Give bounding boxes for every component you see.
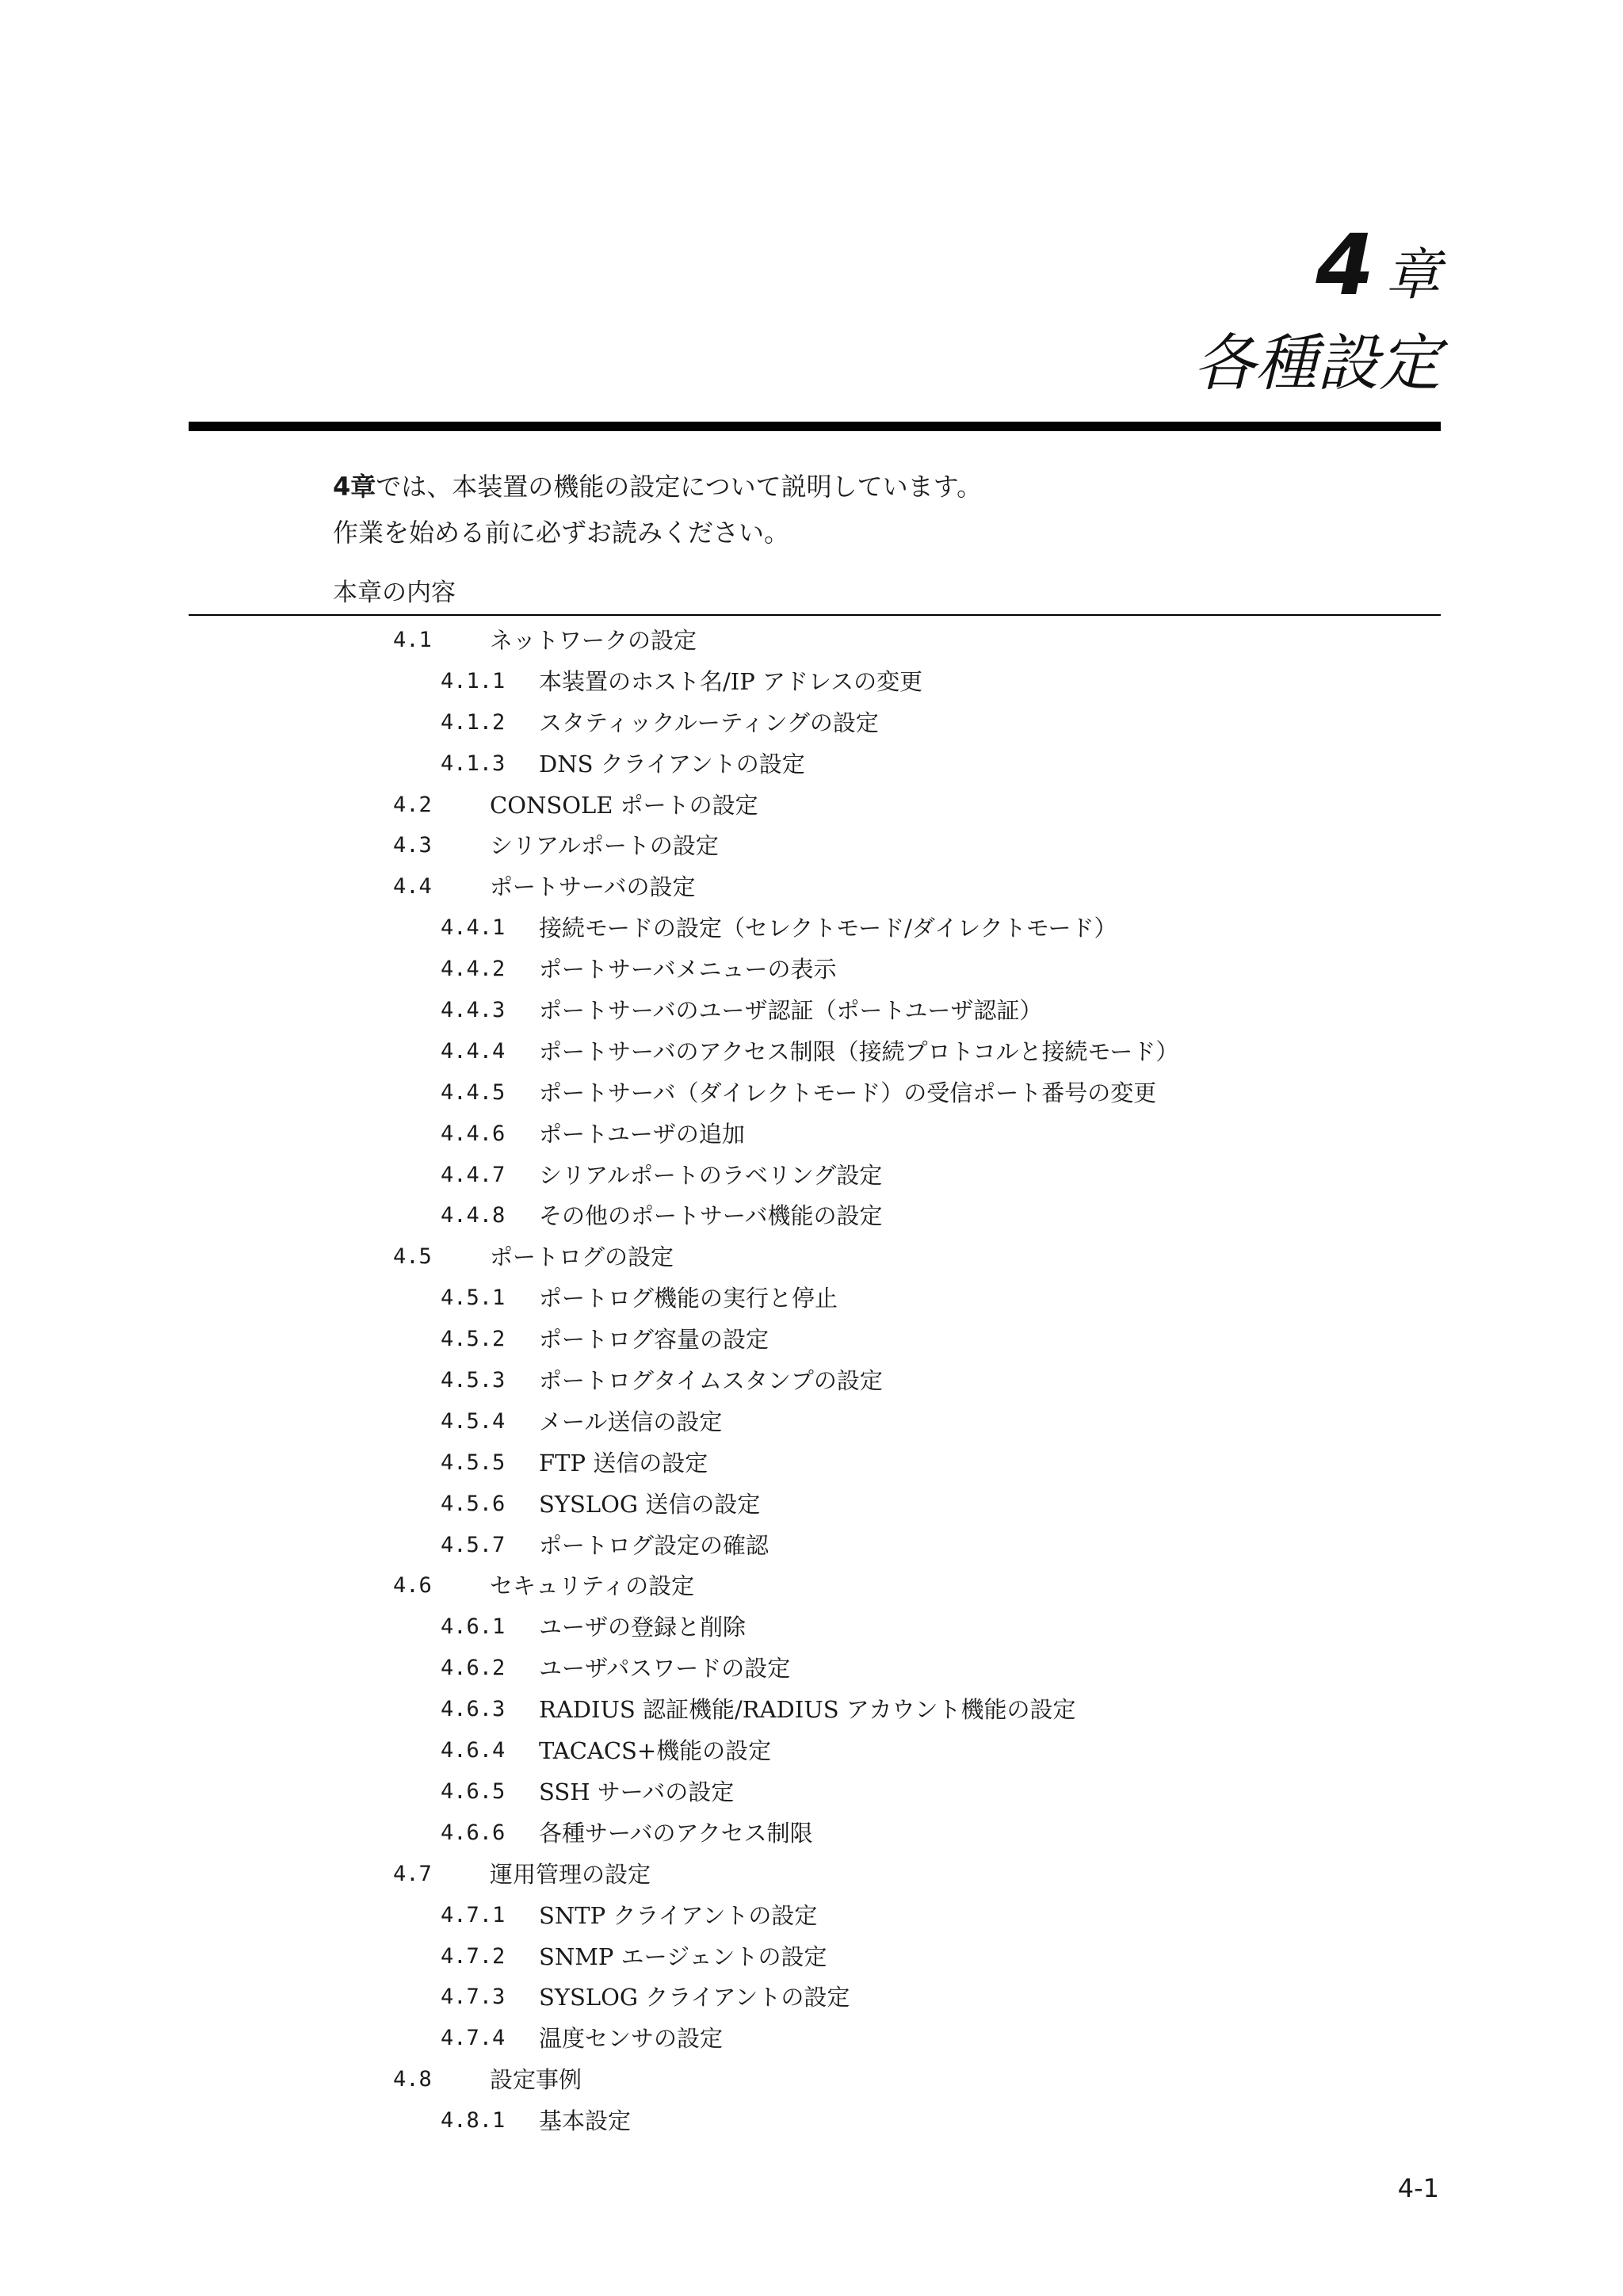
toc-entry[interactable] [0, 1322, 1623, 1363]
toc-entry-number: 4.8 [393, 2067, 432, 2092]
toc-entry-title: SYSLOG 送信の設定 [539, 1490, 761, 1518]
toc-entry[interactable] [0, 1898, 1623, 1939]
toc-entry[interactable] [0, 664, 1623, 705]
toc-entry-number: 4.5.3 [441, 1368, 506, 1393]
toc-entry-number: 4.4.2 [441, 957, 506, 982]
toc-entry[interactable] [0, 1857, 1623, 1898]
intro-chapter-ref: 4章 [333, 472, 376, 502]
toc-entry-number: 4.6.2 [441, 1656, 506, 1681]
toc-entry-number: 4.4.5 [441, 1079, 506, 1105]
toc-entry-title: SNTP クライアントの設定 [539, 1901, 818, 1929]
toc-entry-title: RADIUS 認証機能/RADIUS アカウント機能の設定 [539, 1696, 1076, 1724]
page-number: 4-1 [1397, 2173, 1439, 2203]
toc-entry-title: SNMP エージェントの設定 [539, 1943, 827, 1970]
toc-entry[interactable] [0, 1939, 1623, 1981]
intro-text-1: では、本装置の機能の設定について説明しています。 [376, 472, 983, 502]
toc-entry-number: 4.7.2 [441, 1943, 506, 1969]
toc-entry[interactable] [0, 1363, 1623, 1404]
toc-entry-number: 4.4.6 [441, 1121, 506, 1146]
toc-entry[interactable] [0, 2103, 1623, 2145]
toc-entry[interactable] [0, 1034, 1623, 1075]
toc-entry[interactable] [0, 1610, 1623, 1651]
toc-entry-title: ポートログの設定 [490, 1244, 674, 1271]
toc-entry-number: 4.7 [393, 1861, 432, 1886]
toc-entry[interactable] [0, 1651, 1623, 1692]
toc-entry[interactable] [0, 1240, 1623, 1281]
toc-entry[interactable] [0, 952, 1623, 993]
toc-entry[interactable] [0, 1281, 1623, 1322]
toc-entry[interactable] [0, 788, 1623, 829]
chapter-number: 4 [1316, 216, 1374, 314]
toc-entry[interactable] [0, 1404, 1623, 1446]
toc-entry-title: セキュリティの設定 [490, 1572, 695, 1600]
toc-entry-number: 4.4.4 [441, 1038, 506, 1064]
toc-entry-title: 基本設定 [539, 2107, 632, 2135]
toc-entry-number: 4.7.3 [441, 1985, 506, 2010]
toc-entry[interactable] [0, 2021, 1623, 2062]
toc-entry-number: 4.5.2 [441, 1327, 506, 1352]
toc-entry-title: ポートサーバのユーザ認証（ポートユーザ認証） [539, 997, 1043, 1025]
toc-entry[interactable] [0, 623, 1623, 664]
toc-entry-title: ポートログ機能の実行と停止 [539, 1285, 838, 1312]
toc-entry-title: ユーザパスワードの設定 [539, 1655, 791, 1683]
toc-entry-number: 4.6.4 [441, 1738, 506, 1763]
toc-heading: 本章の内容 [333, 579, 456, 607]
toc-entry-title: スタティックルーティングの設定 [539, 709, 879, 736]
toc-entry[interactable] [0, 869, 1623, 911]
toc-entry-title: ポートユーザの追加 [539, 1120, 745, 1148]
toc-entry-title: ポートサーバ（ダイレクトモード）の受信ポート番号の変更 [539, 1079, 1157, 1106]
toc-entry-title: ポートサーバメニューの表示 [539, 956, 837, 984]
toc-entry[interactable] [0, 1980, 1623, 2021]
chapter-intro [333, 464, 1403, 556]
toc-entry[interactable] [0, 1075, 1623, 1117]
toc-entry[interactable] [0, 1117, 1623, 1158]
toc-entry-number: 4.1.3 [441, 751, 506, 776]
toc-entry-number: 4.6 [393, 1573, 432, 1599]
toc-entry-number: 4.2 [393, 792, 432, 817]
toc-entry[interactable] [0, 1158, 1623, 1199]
chapter-kanji: 章 [1385, 243, 1441, 308]
toc-entry-number: 4.1.1 [441, 668, 506, 693]
toc-entry-title: DNS クライアントの設定 [539, 750, 805, 777]
toc-entry-title: ポートサーバの設定 [490, 873, 696, 901]
toc-entry-title: ポートログタイムスタンプの設定 [539, 1367, 883, 1395]
table-of-contents [0, 623, 1623, 2145]
toc-entry-number: 4.5.6 [441, 1491, 506, 1516]
toc-entry[interactable] [0, 1446, 1623, 1487]
toc-entry-title: FTP 送信の設定 [539, 1449, 708, 1477]
toc-entry-title: CONSOLE ポートの設定 [490, 791, 758, 819]
toc-entry-number: 4.1.2 [441, 709, 506, 735]
toc-entry-title: 設定事例 [490, 2066, 582, 2094]
toc-entry[interactable] [0, 747, 1623, 788]
toc-entry[interactable] [0, 705, 1623, 747]
toc-entry-title: 接続モードの設定（セレクトモード/ダイレクトモード） [539, 915, 1117, 942]
toc-entry[interactable] [0, 1775, 1623, 1816]
toc-entry-title: ポートログ設定の確認 [539, 1531, 769, 1559]
toc-entry-title: TACACS+機能の設定 [539, 1737, 772, 1765]
toc-entry-number: 4.5.5 [441, 1450, 506, 1475]
toc-entry-number: 4.5.7 [441, 1532, 506, 1557]
chapter-divider [189, 422, 1441, 431]
chapter-number-line [1193, 216, 1441, 314]
toc-entry-title: 本装置のホスト名/IP アドレスの変更 [539, 667, 923, 695]
toc-entry[interactable] [0, 993, 1623, 1034]
toc-entry[interactable] [0, 1528, 1623, 1569]
toc-entry-number: 4.5.4 [441, 1408, 506, 1434]
chapter-header [1193, 216, 1441, 407]
toc-entry-number: 4.6.6 [441, 1820, 506, 1845]
toc-entry-number: 4.4.8 [441, 1203, 506, 1228]
toc-entry-title: 温度センサの設定 [539, 2025, 724, 2053]
toc-entry-number: 4.8.1 [441, 2108, 506, 2134]
toc-entry-number: 4.1 [393, 628, 432, 652]
toc-entry-title: SSH サーバの設定 [539, 1778, 735, 1805]
toc-divider [189, 614, 1441, 616]
toc-entry[interactable] [0, 2062, 1623, 2103]
toc-entry-title: ネットワークの設定 [490, 627, 697, 654]
toc-entry-title: メール送信の設定 [539, 1408, 723, 1435]
toc-entry[interactable] [0, 1816, 1623, 1857]
toc-entry-title: シリアルポートのラベリング設定 [539, 1161, 883, 1189]
toc-entry-number: 4.7.1 [441, 1902, 506, 1927]
toc-entry[interactable] [0, 1733, 1623, 1775]
toc-entry-number: 4.6.5 [441, 1778, 506, 1804]
toc-entry-number: 4.5.1 [441, 1286, 506, 1311]
toc-entry-number: 4.6.1 [441, 1614, 506, 1640]
toc-entry-title: その他のポートサーバ機能の設定 [539, 1202, 883, 1230]
toc-entry-title: ポートサーバのアクセス制限（接続プロトコルと接続モード） [539, 1037, 1179, 1065]
toc-entry-title: SYSLOG クライアントの設定 [539, 1984, 850, 2011]
toc-entry-number: 4.4.7 [441, 1162, 506, 1187]
toc-entry-number: 4.6.3 [441, 1697, 506, 1722]
toc-entry[interactable] [0, 1198, 1623, 1240]
toc-entry[interactable] [0, 1487, 1623, 1528]
toc-entry[interactable] [0, 1568, 1623, 1610]
toc-entry[interactable] [0, 911, 1623, 952]
toc-entry-title: 運用管理の設定 [490, 1860, 651, 1888]
toc-entry[interactable] [0, 828, 1623, 869]
chapter-title: 各種設定 [1193, 328, 1441, 399]
toc-entry-number: 4.3 [393, 833, 432, 858]
toc-entry-number: 4.4.3 [441, 998, 506, 1023]
toc-entry-title: ユーザの登録と削除 [539, 1614, 747, 1641]
intro-line-1 [333, 464, 1403, 510]
intro-text-2: 作業を始める前に必ずお読みください。 [333, 518, 790, 548]
toc-entry-title: ポートログ容量の設定 [539, 1326, 769, 1354]
toc-entry-number: 4.5 [393, 1244, 432, 1270]
toc-entry-number: 4.4 [393, 874, 432, 900]
toc-entry[interactable] [0, 1692, 1623, 1733]
toc-entry-title: 各種サーバのアクセス制限 [539, 1819, 813, 1847]
toc-entry-number: 4.4.1 [441, 915, 506, 941]
toc-entry-title: シリアルポートの設定 [490, 832, 719, 860]
toc-entry-number: 4.7.4 [441, 2026, 506, 2051]
